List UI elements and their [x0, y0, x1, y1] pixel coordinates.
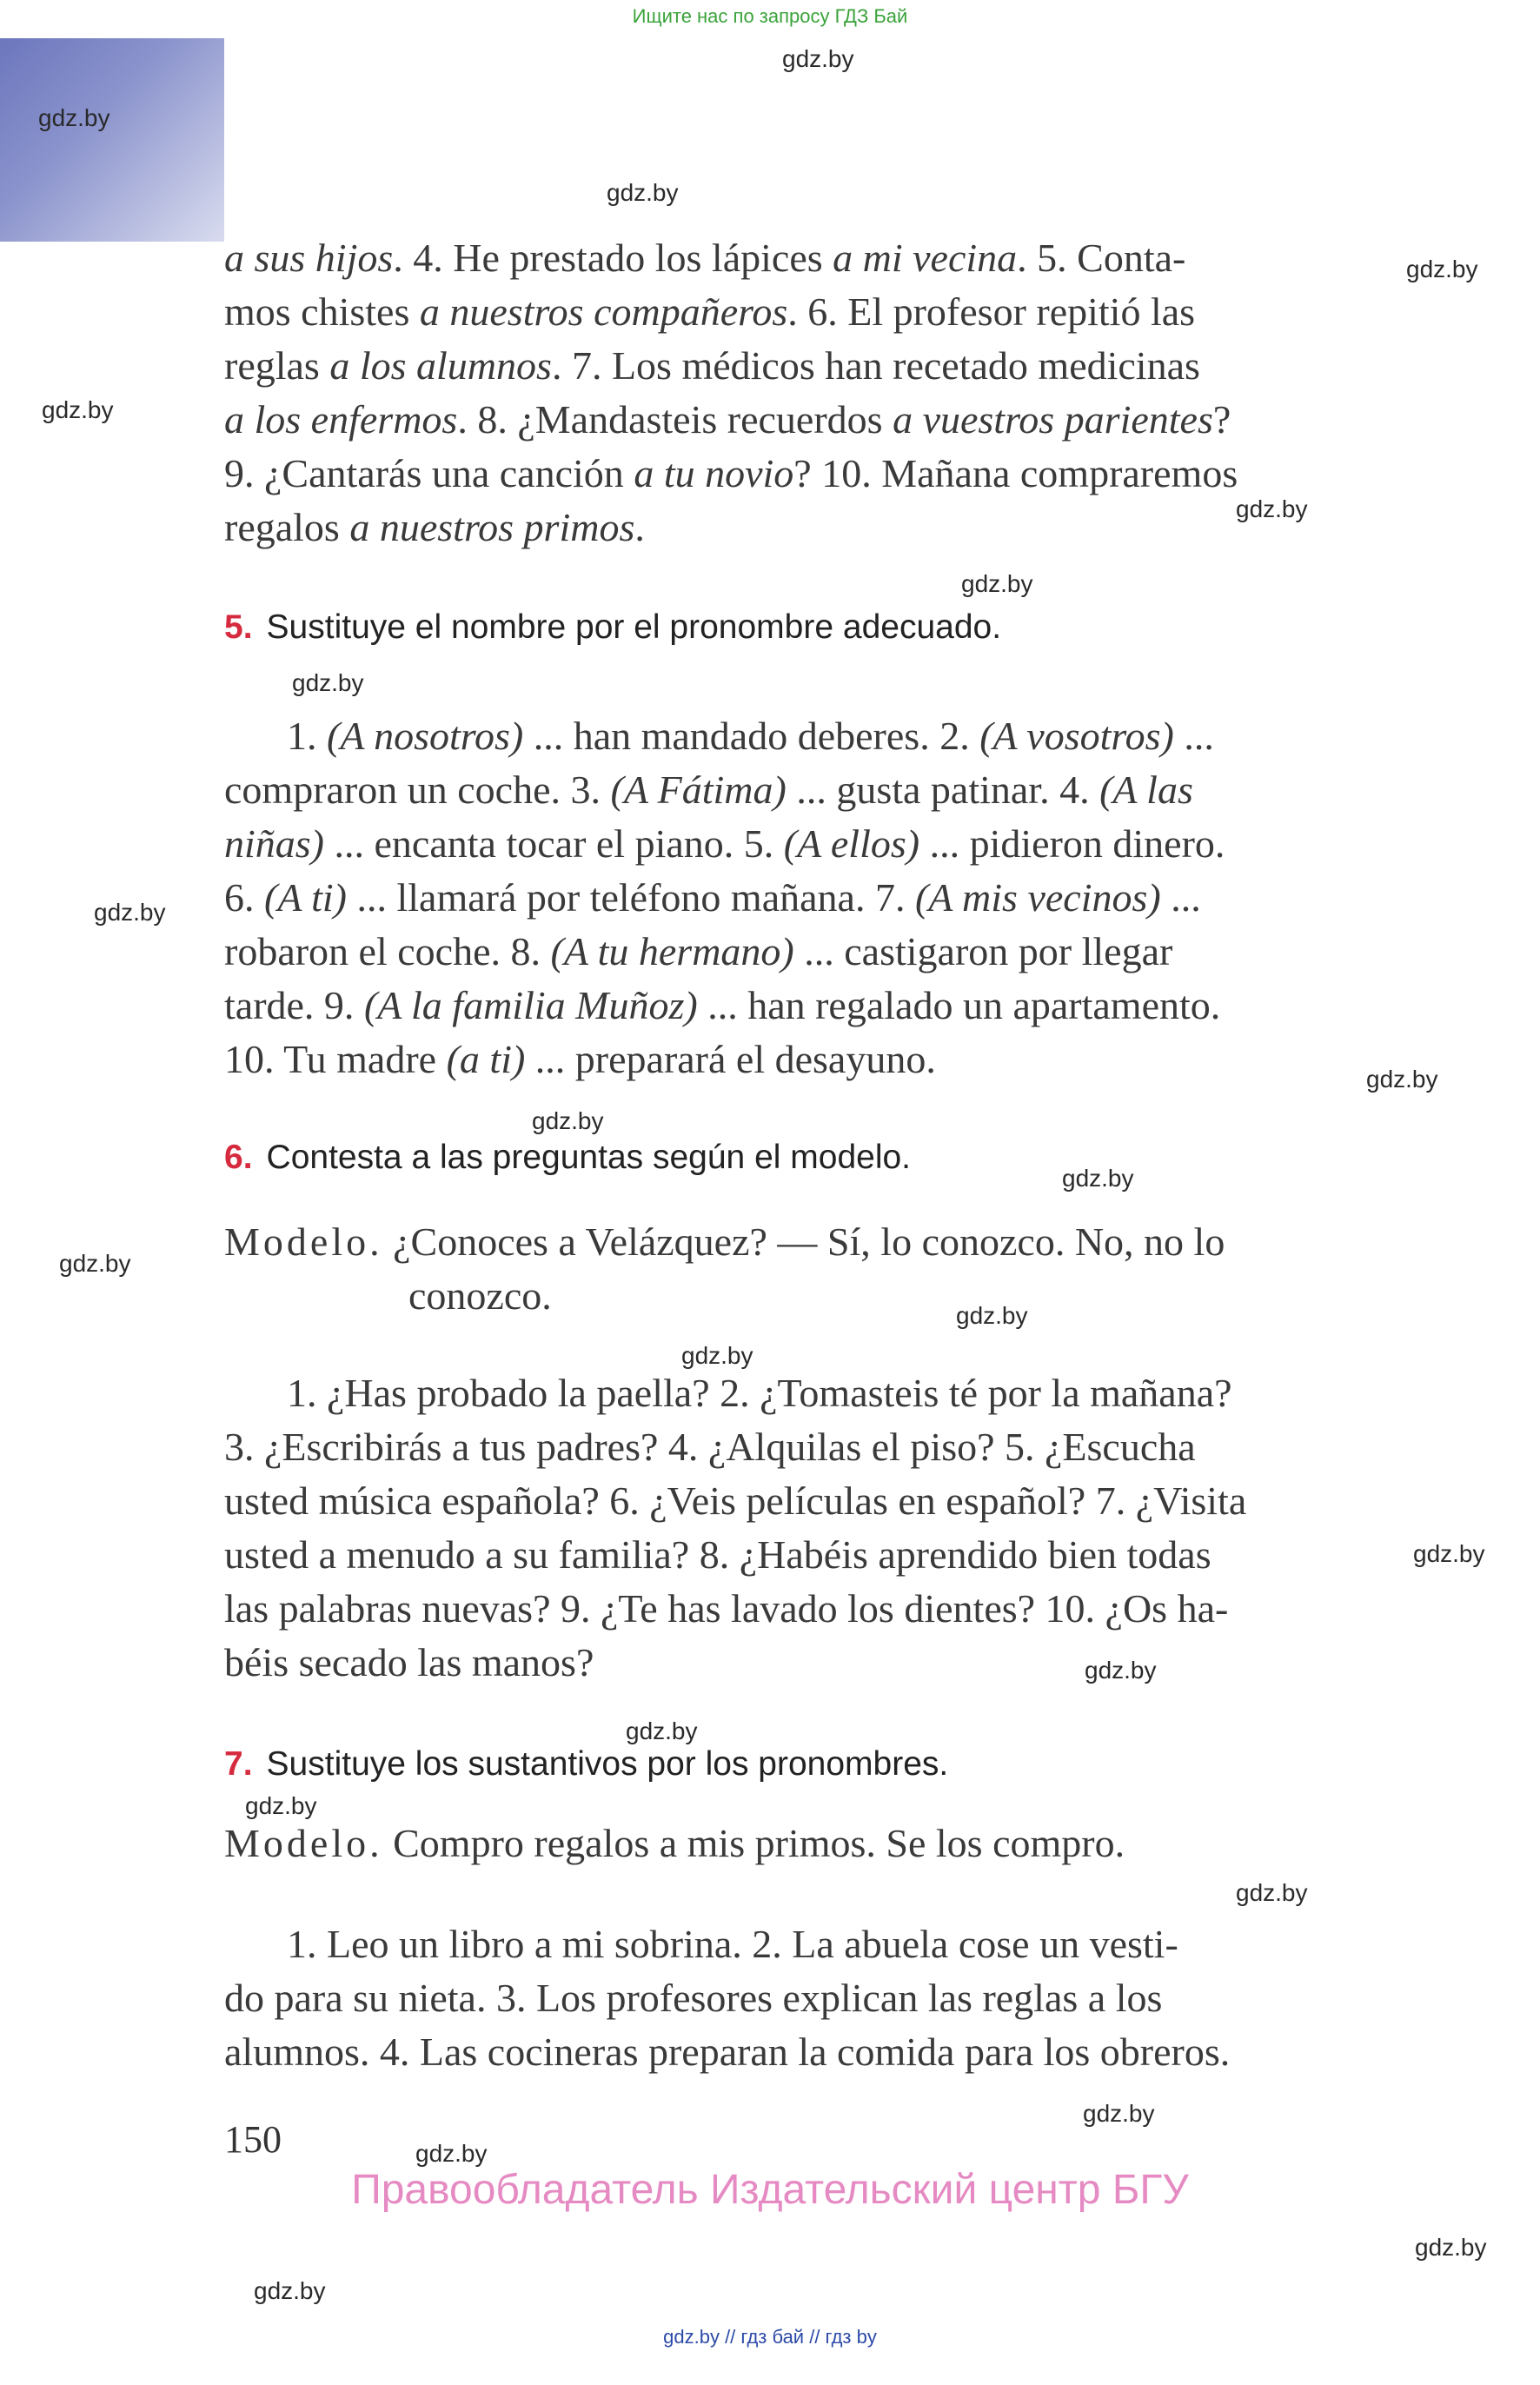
- watermark: gdz.by: [681, 1342, 753, 1369]
- watermark: gdz.by: [59, 1250, 131, 1277]
- search-banner: Ищите нас по запросу ГДЗ Бай: [632, 5, 908, 27]
- exercise-6-text-cont: [224, 1420, 1366, 1690]
- text-line: 10. Tu madre (a ti) ... preparará el desayuno.: [224, 1037, 936, 1081]
- exercise-title: Contesta a las preguntas según el modelo.: [266, 1139, 912, 1176]
- text-line: 3. ¿Escribirás a tus padres? 4. ¿Alquilas el piso? 5. ¿Escucha: [224, 1425, 1196, 1469]
- exercise-title: Sustituye los sustantivos por los pronombres.: [266, 1745, 949, 1783]
- text-line: alumnos. 4. Las cocineras preparan la comida para los obreros.: [224, 2030, 1231, 2074]
- text-line: mos chistes a nuestros compañeros. 6. El profesor repitió las: [224, 289, 1196, 334]
- watermark: gdz.by: [532, 1107, 604, 1134]
- exercise-6-heading: [224, 1139, 911, 1177]
- text-line: do para su nieta. 3. Los profesores explican las reglas a los: [224, 1976, 1163, 2020]
- text-line: usted música española? 6. ¿Veis películas en español? 7. ¿Visita: [224, 1478, 1247, 1523]
- watermark: gdz.by: [782, 45, 854, 72]
- text-line: béis secado las manos?: [224, 1640, 594, 1684]
- text-line: niñas) ... encanta tocar el piano. 5. (A ellos) ... pidieron dinero.: [224, 821, 1225, 866]
- text-line: regalos a nuestros primos.: [224, 505, 645, 549]
- exercise-number: 5.: [224, 608, 253, 646]
- text-line: 1. Leo un libro a mi sobrina. 2. La abuela cose un vesti-: [287, 1922, 1178, 1966]
- text-line: robaron el coche. 8. (A tu hermano) ... castigaron por llegar: [224, 929, 1173, 973]
- watermark: gdz.by: [956, 1302, 1028, 1329]
- model-label: Modelo.: [224, 1219, 383, 1264]
- text-line: reglas a los alumnos. 7. Los médicos han recetado medicinas: [224, 343, 1200, 388]
- exercise-6-model-cont: conozco.: [408, 1273, 552, 1318]
- text-line: 1. (A nosotros) ... han mandado deberes. 2. (A vosotros) ...: [287, 714, 1214, 758]
- exercise-7-heading: [224, 1745, 948, 1784]
- watermark: gdz.by: [292, 669, 364, 696]
- watermark: gdz.by: [1413, 1540, 1485, 1567]
- watermark: gdz.by: [415, 2140, 488, 2167]
- watermark: gdz.by: [1366, 1066, 1438, 1093]
- watermark: gdz.by: [254, 2277, 326, 2304]
- model-text: ¿Conoces a Velázquez? — Sí, lo conozco. No, no lo: [382, 1219, 1225, 1264]
- exercise-5-heading: [224, 608, 1001, 647]
- text-line: 6. (A ti) ... llamará por teléfono mañana. 7. (A mis vecinos) ...: [224, 875, 1201, 920]
- exercise-7-text: [224, 1917, 1366, 1971]
- model-text: Compro regalos a mis primos. Se los compro.: [382, 1821, 1125, 1865]
- watermark: gdz.by: [94, 899, 166, 926]
- watermark: gdz.by: [1062, 1165, 1134, 1192]
- text-line: usted a menudo a su familia? 8. ¿Habéis aprendido bien todas: [224, 1532, 1211, 1577]
- watermark: gdz.by: [42, 396, 114, 423]
- exercise-5-text: [224, 709, 1366, 763]
- text-line: a los enfermos. 8. ¿Mandasteis recuerdos a vuestros parientes?: [224, 397, 1231, 442]
- exercise-7-model: [224, 1817, 1125, 1870]
- text-line: tarde. 9. (A la familia Muñoz) ... han regalado un apartamento.: [224, 983, 1221, 1027]
- copyright-owner: Правообладатель Издательский центр БГУ: [351, 2167, 1189, 2213]
- page-number: 150: [224, 2118, 282, 2161]
- watermark: gdz.by: [607, 179, 679, 206]
- watermark: gdz.by: [626, 1717, 698, 1744]
- exercise-title: Sustituye el nombre por el pronombre adecuado.: [266, 608, 1002, 646]
- text-line: 1. ¿Has probado la paella? 2. ¿Tomasteis té por la mañana?: [287, 1371, 1232, 1415]
- text-line: las palabras nuevas? 9. ¿Te has lavado los dientes? 10. ¿Os ha-: [224, 1586, 1229, 1631]
- text-line: compraron un coche. 3. (A Fátima) ... gusta patinar. 4. (A las: [224, 767, 1193, 812]
- model-label: Modelo.: [224, 1821, 383, 1865]
- exercise-5-text-cont: [224, 763, 1366, 1086]
- exercise-7-text-cont: [224, 1971, 1366, 2079]
- text-line: a sus hijos. 4. He prestado los lápices a mi vecina. 5. Conta-: [224, 236, 1186, 280]
- watermark: gdz.by: [245, 1792, 317, 1819]
- corner-logo-text: gdz.by: [38, 104, 110, 131]
- exercise-number: 7.: [224, 1745, 253, 1783]
- watermark: gdz.by: [1085, 1657, 1157, 1684]
- watermark: gdz.by: [1236, 495, 1308, 522]
- text-line: 9. ¿Cantarás una canción a tu novio? 10. Mañana compraremos: [224, 451, 1238, 495]
- corner-logo-block: [0, 38, 224, 242]
- watermark: gdz.by: [1236, 1879, 1308, 1906]
- watermark: gdz.by: [961, 570, 1033, 597]
- continuation-paragraph: [224, 231, 1366, 555]
- footer-links[interactable]: gdz.by // гдз бай // гдз by: [663, 2326, 877, 2348]
- watermark: gdz.by: [1083, 2100, 1155, 2127]
- exercise-6-model: [224, 1215, 1225, 1269]
- exercise-6-text: [224, 1366, 1366, 1420]
- watermark: gdz.by: [1406, 256, 1478, 282]
- exercise-number: 6.: [224, 1139, 253, 1176]
- watermark: gdz.by: [1415, 2234, 1487, 2261]
